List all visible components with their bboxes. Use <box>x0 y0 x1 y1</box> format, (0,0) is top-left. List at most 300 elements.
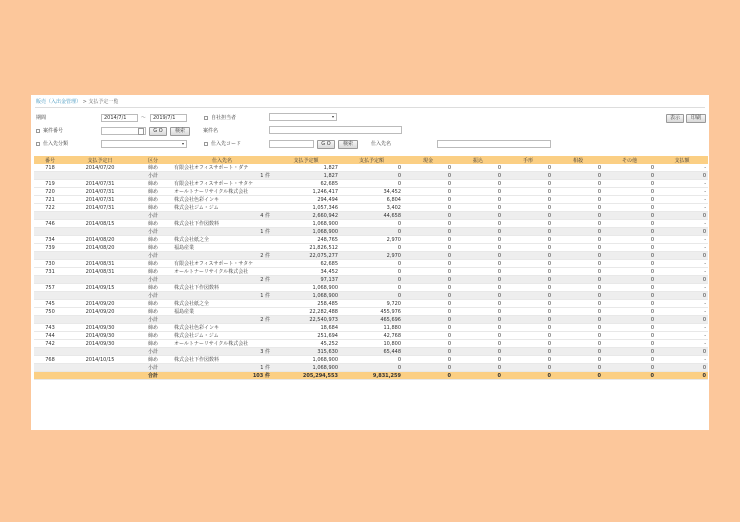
table-row <box>34 340 708 348</box>
table-cell: 0 <box>553 356 603 364</box>
table-cell: 締め <box>134 236 172 244</box>
tilde-label: 〜 <box>141 115 147 121</box>
table-cell: 0 <box>603 188 656 196</box>
table-header-row <box>34 156 708 164</box>
table-cell: 0 <box>453 300 503 308</box>
subtotal-row <box>34 252 708 260</box>
table-cell: 0 <box>503 348 553 356</box>
table-cell: 0 <box>553 340 603 348</box>
subtotal-label: 小計 <box>134 228 172 236</box>
table-cell: 0 <box>656 372 708 380</box>
table-cell: 締め <box>134 332 172 340</box>
table-cell: 0 <box>553 236 603 244</box>
table-cell: 0 <box>453 356 503 364</box>
table-cell <box>66 212 134 220</box>
table-cell: 0 <box>453 348 503 356</box>
table-cell <box>66 316 134 324</box>
table-cell: 18,684 <box>272 324 340 332</box>
table-cell <box>34 372 66 380</box>
table-cell: 1,068,900 <box>272 292 340 300</box>
staff-checkbox[interactable] <box>204 116 208 120</box>
table-cell: 2014/08/15 <box>66 220 134 228</box>
subtotal-row <box>34 276 708 284</box>
table-cell: 1,068,900 <box>272 220 340 228</box>
table-cell: 0 <box>403 276 453 284</box>
table-cell: 0 <box>503 260 553 268</box>
display-button[interactable]: 表示 <box>666 114 684 123</box>
table-row <box>34 308 708 316</box>
table-cell: 締め <box>134 180 172 188</box>
table-cell: 1,068,900 <box>272 364 340 372</box>
table-cell: - <box>656 204 708 212</box>
record-number-link[interactable]: 730 <box>34 260 66 268</box>
table-row <box>34 204 708 212</box>
table-cell: 0 <box>503 332 553 340</box>
table-cell: 0 <box>403 188 453 196</box>
table-cell: 0 <box>656 364 708 372</box>
table-cell: 0 <box>403 228 453 236</box>
date-from-input[interactable]: 2014/7/1 <box>101 114 138 122</box>
record-number-link[interactable]: 719 <box>34 180 66 188</box>
date-to-input[interactable]: 2019/7/1 <box>150 114 187 122</box>
table-cell: 0 <box>453 324 503 332</box>
table-cell: 締め <box>134 244 172 252</box>
table-cell: 0 <box>503 212 553 220</box>
record-number-link[interactable]: 734 <box>34 236 66 244</box>
table-cell <box>66 348 134 356</box>
table-cell: 0 <box>453 196 503 204</box>
table-cell: 0 <box>553 324 603 332</box>
table-cell: 2014/09/30 <box>66 332 134 340</box>
total-count: 103 件 <box>172 372 272 380</box>
table-cell <box>34 228 66 236</box>
breadcrumb-divider <box>35 107 705 108</box>
supplier-go-button[interactable]: G O <box>317 140 335 149</box>
table-cell: 0 <box>453 340 503 348</box>
table-cell: 締め <box>134 220 172 228</box>
table-cell: 0 <box>503 324 553 332</box>
case-go-button[interactable]: G O <box>149 127 167 136</box>
table-cell: 2014/08/20 <box>66 244 134 252</box>
table-cell: 0 <box>553 212 603 220</box>
table-cell: 2014/08/20 <box>66 236 134 244</box>
table-cell: - <box>656 308 708 316</box>
table-cell: - <box>656 180 708 188</box>
table-cell: 0 <box>403 260 453 268</box>
subtotal-label: 小計 <box>134 172 172 180</box>
table-cell: 0 <box>553 292 603 300</box>
table-cell: 0 <box>453 284 503 292</box>
breadcrumb-link[interactable]: 販売（入出金管理） <box>36 99 82 105</box>
table-cell: 6,804 <box>340 196 403 204</box>
table-cell: 0 <box>656 252 708 260</box>
table-cell: 2,970 <box>340 252 403 260</box>
table-cell: 0 <box>603 316 656 324</box>
table-cell: 0 <box>403 204 453 212</box>
table-cell: 1,057,346 <box>272 204 340 212</box>
table-cell: 0 <box>603 340 656 348</box>
table-cell: 2014/09/30 <box>66 340 134 348</box>
column-header: 支払額 <box>656 156 708 164</box>
table-cell: 0 <box>503 228 553 236</box>
case-name-label: 案件名 <box>203 128 219 134</box>
supplier-name-cell: 株式会社紙之全 <box>172 236 272 244</box>
table-cell <box>34 212 66 220</box>
table-cell: 0 <box>553 172 603 180</box>
supplier-name-input[interactable] <box>437 140 551 148</box>
category-label: 仕入先分類 <box>43 141 69 147</box>
table-cell: 44,658 <box>340 212 403 220</box>
subtotal-row <box>34 348 708 356</box>
table-cell: 0 <box>603 332 656 340</box>
table-cell: 0 <box>403 372 453 380</box>
table-cell: 締め <box>134 188 172 196</box>
table-cell: 0 <box>453 276 503 284</box>
record-number-link[interactable]: 757 <box>34 284 66 292</box>
supplier-name-cell: 株式会社下作図数料 <box>172 356 272 364</box>
table-cell: 0 <box>453 372 503 380</box>
table-cell: 0 <box>603 300 656 308</box>
column-header: 仕入先名 <box>172 156 272 164</box>
table-cell: 0 <box>503 372 553 380</box>
supplier-name-cell: 株式会社下作図数料 <box>172 220 272 228</box>
column-header: 振込 <box>453 156 503 164</box>
case-no-input[interactable] <box>101 127 146 135</box>
subtotal-row <box>34 212 708 220</box>
table-cell: 0 <box>453 204 503 212</box>
table-cell: 0 <box>503 316 553 324</box>
table-cell: 0 <box>503 172 553 180</box>
table-cell: - <box>656 300 708 308</box>
table-cell: 2014/08/31 <box>66 268 134 276</box>
table-cell: 締め <box>134 196 172 204</box>
subtotal-row <box>34 316 708 324</box>
supplier-code-label: 仕入先コード <box>211 141 242 147</box>
column-header: 支払予定額 <box>272 156 340 164</box>
table-cell: 2,970 <box>340 236 403 244</box>
table-cell: 0 <box>403 284 453 292</box>
column-header: 区分 <box>134 156 172 164</box>
table-cell: 0 <box>503 292 553 300</box>
table-cell: 締め <box>134 284 172 292</box>
subtotal-count: 1 件 <box>172 172 272 180</box>
record-number-link[interactable]: 750 <box>34 308 66 316</box>
table-cell: 2014/09/20 <box>66 300 134 308</box>
record-number-link[interactable]: 743 <box>34 324 66 332</box>
supplier-name-cell: 有限会社オフィスサポート・ダテ <box>172 164 272 172</box>
subtotal-count: 2 件 <box>172 276 272 284</box>
column-header: 現金 <box>403 156 453 164</box>
table-cell: 62,685 <box>272 260 340 268</box>
table-row <box>34 196 708 204</box>
case-name-input[interactable] <box>269 126 402 134</box>
table-cell: 締め <box>134 324 172 332</box>
table-cell: 0 <box>553 188 603 196</box>
table-cell: 294,494 <box>272 196 340 204</box>
payment-schedule-table <box>34 156 708 380</box>
column-header: 相殺 <box>553 156 603 164</box>
table-cell: 1,827 <box>272 172 340 180</box>
table-cell: 0 <box>553 300 603 308</box>
subtotal-label: 小計 <box>134 252 172 260</box>
table-cell: 0 <box>603 212 656 220</box>
table-cell: 0 <box>503 244 553 252</box>
table-cell <box>34 276 66 284</box>
supplier-name-cell: オールトナーリサイクル株式会社 <box>172 340 272 348</box>
record-number-link[interactable]: 745 <box>34 300 66 308</box>
table-cell: 0 <box>656 172 708 180</box>
table-cell: 0 <box>503 284 553 292</box>
table-cell <box>34 348 66 356</box>
table-cell: - <box>656 188 708 196</box>
record-number-link[interactable]: 722 <box>34 204 66 212</box>
table-cell: 0 <box>553 268 603 276</box>
table-cell: 0 <box>553 164 603 172</box>
table-cell: 0 <box>453 268 503 276</box>
table-cell: 10,800 <box>340 340 403 348</box>
table-row <box>34 356 708 364</box>
print-button[interactable]: 印刷 <box>686 114 706 123</box>
table-cell: 0 <box>403 196 453 204</box>
table-row <box>34 164 708 172</box>
table-cell: 0 <box>453 228 503 236</box>
table-cell: 締め <box>134 308 172 316</box>
table-cell: 0 <box>553 196 603 204</box>
subtotal-count: 4 件 <box>172 212 272 220</box>
record-number-link[interactable]: 721 <box>34 196 66 204</box>
table-cell: - <box>656 268 708 276</box>
record-number-link[interactable]: 731 <box>34 268 66 276</box>
table-cell: 0 <box>453 308 503 316</box>
category-select[interactable] <box>101 140 187 148</box>
table-cell: 0 <box>503 164 553 172</box>
breadcrumb-current: 支払予定一覧 <box>88 99 119 105</box>
table-row <box>34 300 708 308</box>
table-cell: 0 <box>453 212 503 220</box>
table-cell: 0 <box>403 348 453 356</box>
record-number-link[interactable]: 742 <box>34 340 66 348</box>
table-cell: 0 <box>453 180 503 188</box>
subtotal-row <box>34 172 708 180</box>
table-cell: 2014/07/20 <box>66 164 134 172</box>
supplier-name-cell: 株式会社紙之全 <box>172 300 272 308</box>
table-cell: 42,768 <box>340 332 403 340</box>
table-cell: 65,448 <box>340 348 403 356</box>
table-cell: 0 <box>503 180 553 188</box>
subtotal-label: 小計 <box>134 276 172 284</box>
table-cell <box>66 372 134 380</box>
record-number-link[interactable]: 739 <box>34 244 66 252</box>
subtotal-count: 1 件 <box>172 364 272 372</box>
table-cell: - <box>656 220 708 228</box>
column-header: 支払予定日 <box>66 156 134 164</box>
table-cell: 0 <box>656 228 708 236</box>
table-cell: 0 <box>403 332 453 340</box>
table-row <box>34 268 708 276</box>
subtotal-row <box>34 364 708 372</box>
table-cell: 0 <box>553 284 603 292</box>
table-cell: 締め <box>134 260 172 268</box>
record-number-link[interactable]: 746 <box>34 220 66 228</box>
table-cell: 0 <box>656 276 708 284</box>
table-cell: 0 <box>453 244 503 252</box>
table-cell: 0 <box>340 228 403 236</box>
table-cell: 0 <box>403 308 453 316</box>
table-cell: 258,485 <box>272 300 340 308</box>
table-cell <box>34 316 66 324</box>
table-cell: 0 <box>453 236 503 244</box>
table-cell: 2,660,942 <box>272 212 340 220</box>
table-cell <box>34 292 66 300</box>
table-cell: 0 <box>603 172 656 180</box>
table-cell: 0 <box>553 228 603 236</box>
subtotal-count: 3 件 <box>172 348 272 356</box>
table-cell: 0 <box>340 284 403 292</box>
table-cell: 1,068,900 <box>272 228 340 236</box>
total-label: 合計 <box>134 372 172 380</box>
supplier-name-cell: 有限会社オフィスサポート・サタケ <box>172 260 272 268</box>
table-cell: - <box>656 340 708 348</box>
table-row <box>34 332 708 340</box>
case-no-label: 案件番号 <box>43 128 64 134</box>
table-cell: 34,452 <box>340 188 403 196</box>
table-cell: 0 <box>340 260 403 268</box>
column-header: その他 <box>603 156 656 164</box>
table-cell: 0 <box>656 348 708 356</box>
subtotal-label: 小計 <box>134 292 172 300</box>
table-cell: 0 <box>453 292 503 300</box>
table-cell: 0 <box>453 252 503 260</box>
record-number-link[interactable]: 720 <box>34 188 66 196</box>
table-cell: 0 <box>603 284 656 292</box>
subtotal-count: 1 件 <box>172 228 272 236</box>
record-number-link[interactable]: 768 <box>34 356 66 364</box>
supplier-name-cell: 株式会社下作図数料 <box>172 284 272 292</box>
staff-select[interactable] <box>269 113 337 121</box>
subtotal-count: 1 件 <box>172 292 272 300</box>
record-number-link[interactable]: 718 <box>34 164 66 172</box>
supplier-name-cell: 株式会社色彩インキ <box>172 324 272 332</box>
table-cell: 0 <box>340 292 403 300</box>
case-search-button[interactable]: 検索 <box>170 127 190 136</box>
table-cell: 0 <box>503 300 553 308</box>
table-cell: - <box>656 284 708 292</box>
table-cell: 0 <box>553 332 603 340</box>
subtotal-label: 小計 <box>134 212 172 220</box>
table-row <box>34 188 708 196</box>
table-cell: 2014/07/31 <box>66 180 134 188</box>
table-cell: 0 <box>403 236 453 244</box>
table-cell: 0 <box>403 292 453 300</box>
table-cell <box>34 172 66 180</box>
table-cell: 0 <box>656 316 708 324</box>
subtotal-row <box>34 228 708 236</box>
table-cell: 締め <box>134 300 172 308</box>
table-cell: 0 <box>503 196 553 204</box>
subtotal-label: 小計 <box>134 348 172 356</box>
table-cell: - <box>656 260 708 268</box>
table-cell: 2014/09/30 <box>66 324 134 332</box>
table-cell: 0 <box>403 252 453 260</box>
table-cell: 0 <box>553 316 603 324</box>
table-cell: - <box>656 332 708 340</box>
table-cell: 34,452 <box>272 268 340 276</box>
table-cell: 0 <box>603 324 656 332</box>
table-cell: 0 <box>503 340 553 348</box>
table-cell: 0 <box>403 340 453 348</box>
table-cell: 1,246,417 <box>272 188 340 196</box>
table-cell: 0 <box>453 172 503 180</box>
table-cell: 0 <box>453 332 503 340</box>
table-cell: 0 <box>403 212 453 220</box>
table-cell: 0 <box>603 228 656 236</box>
supplier-name-cell: オールトナーリサイクル株式会社 <box>172 188 272 196</box>
breadcrumb-separator: > <box>82 99 87 105</box>
table-cell: 0 <box>403 356 453 364</box>
table-cell: 0 <box>403 220 453 228</box>
table-cell: 0 <box>656 292 708 300</box>
table-cell: 0 <box>340 220 403 228</box>
table-row <box>34 260 708 268</box>
column-header: 番号 <box>34 156 66 164</box>
table-cell: 0 <box>403 300 453 308</box>
supplier-name-cell: オールトナーリサイクル株式会社 <box>172 268 272 276</box>
table-cell: 0 <box>340 244 403 252</box>
subtotal-row <box>34 292 708 300</box>
column-header: 手形 <box>503 156 553 164</box>
table-cell: 0 <box>340 276 403 284</box>
table-cell: 0 <box>503 204 553 212</box>
table-cell: 0 <box>403 316 453 324</box>
subtotal-count: 2 件 <box>172 316 272 324</box>
table-cell: 22,540,973 <box>272 316 340 324</box>
table-cell: 0 <box>453 364 503 372</box>
table-cell: 0 <box>603 276 656 284</box>
table-cell <box>66 252 134 260</box>
supplier-code-input[interactable] <box>269 140 314 148</box>
table-cell: 0 <box>503 276 553 284</box>
table-cell: 21,826,512 <box>272 244 340 252</box>
table-cell: 0 <box>603 252 656 260</box>
supplier-code-checkbox[interactable] <box>204 142 208 146</box>
table-cell: 0 <box>603 356 656 364</box>
case-no-checkbox[interactable] <box>36 129 40 133</box>
table-cell: 0 <box>403 180 453 188</box>
table-row <box>34 180 708 188</box>
table-cell: 0 <box>403 364 453 372</box>
table-cell: 0 <box>553 204 603 212</box>
category-checkbox[interactable] <box>36 142 40 146</box>
supplier-name-label: 仕入先名 <box>371 141 392 147</box>
table-cell: 0 <box>340 356 403 364</box>
table-cell: 0 <box>340 268 403 276</box>
table-cell: 0 <box>603 268 656 276</box>
table-cell: 315,630 <box>272 348 340 356</box>
table-cell: 0 <box>603 236 656 244</box>
table-cell: 締め <box>134 164 172 172</box>
table-cell: 0 <box>340 364 403 372</box>
record-number-link[interactable]: 744 <box>34 332 66 340</box>
table-cell: 締め <box>134 356 172 364</box>
table-cell: 締め <box>134 204 172 212</box>
table-cell: 3,402 <box>340 204 403 212</box>
lookup-icon[interactable] <box>138 128 144 135</box>
table-cell: 0 <box>340 180 403 188</box>
table-cell: 1,827 <box>272 164 340 172</box>
table-cell: 0 <box>453 260 503 268</box>
table-cell: 0 <box>453 220 503 228</box>
supplier-search-button[interactable]: 検索 <box>338 140 358 149</box>
